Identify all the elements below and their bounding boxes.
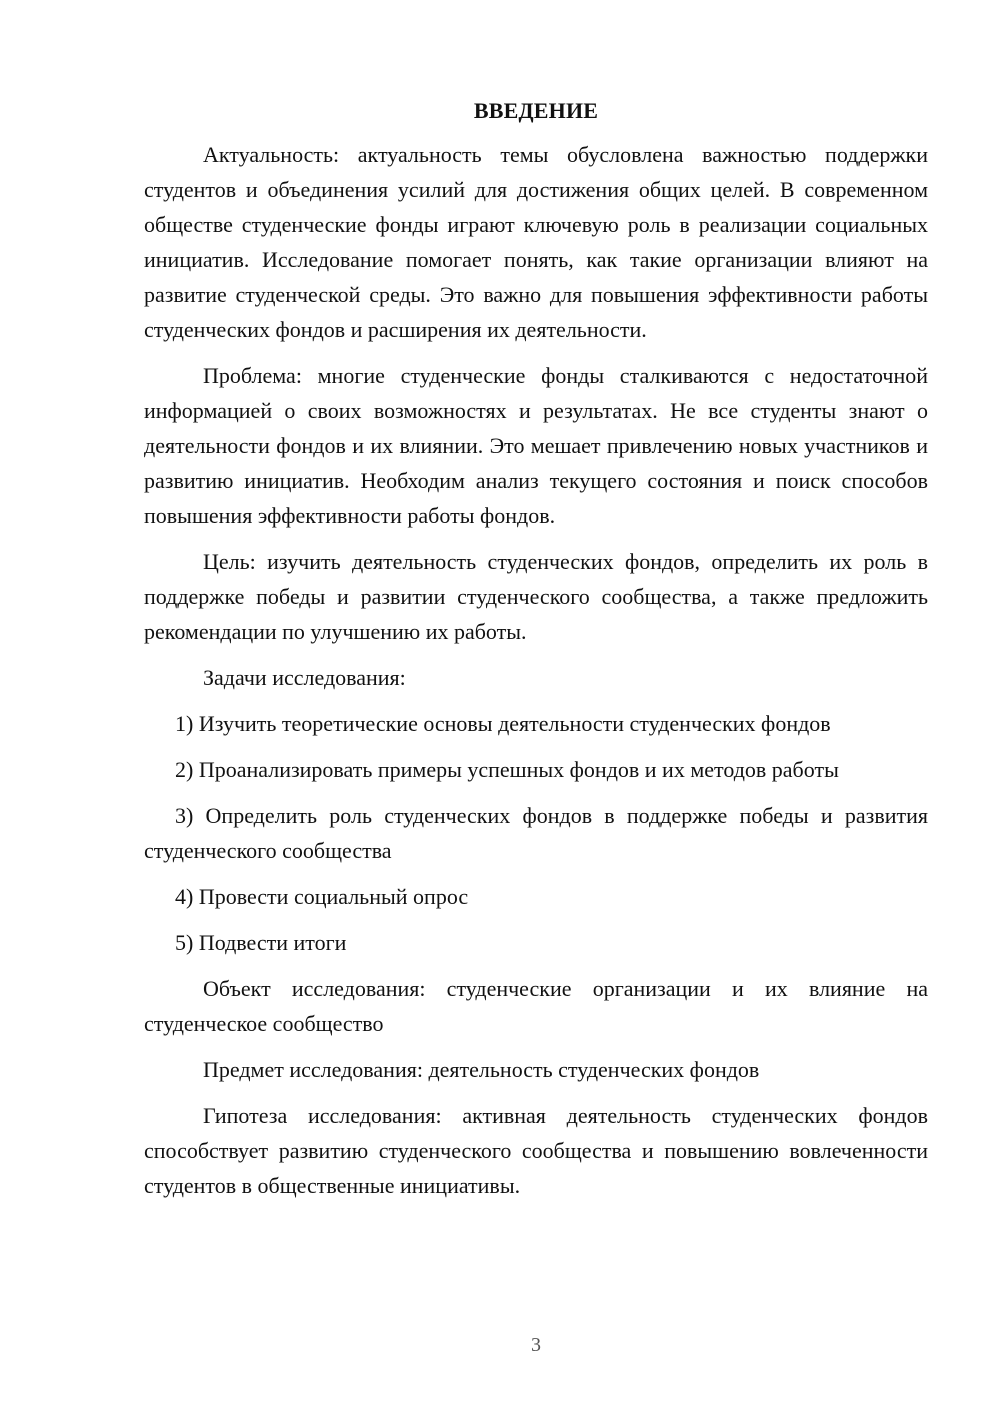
paragraph-goal: Цель: изучить деятельность студенческих фондов, определить их роль в поддержке победы и развитии студенческого сообщества, а также предложить рекомендации по улучшению их работы. [144, 549, 928, 644]
task-item-2: 2) Проанализировать примеры успешных фондов и их методов работы [175, 757, 839, 782]
paragraph-object: Объект исследования: студенческие организации и их влияние на студенческое сообщество [144, 976, 928, 1036]
section-title: ВВЕДЕНИЕ [473, 98, 599, 123]
paragraph-subject: Предмет исследования: деятельность студенческих фондов [203, 1057, 760, 1082]
paragraph-problem: Проблема: многие студенческие фонды сталкиваются с недостаточной информацией о своих возможностях и результатах. Не все студенты знают о деятельности фондов и их влиянии. Это мешает привлечению новых участников и развитию инициатив. Необходим анализ текущего состояния и поиск способов повышения эффективности работы фондов. [144, 363, 928, 528]
task-item-4: 4) Провести социальный опрос [175, 884, 469, 909]
task-item-3: 3) Определить роль студенческих фондов в поддержке победы и развития студенческого сообщества [144, 803, 928, 863]
task-item-1: 1) Изучить теоретические основы деятельности студенческих фондов [175, 711, 831, 736]
paragraph-hypothesis: Гипотеза исследования: активная деятельность студенческих фондов способствует развитию студенческого сообщества и повышению вовлеченности студентов в общественные инициативы. [144, 1103, 928, 1198]
document-page [144, 94, 928, 1214]
page-number: 3 [531, 1334, 541, 1356]
task-item-5: 5) Подвести итоги [175, 930, 347, 955]
paragraph-relevance: Актуальность: актуальность темы обусловлена важностью поддержки студентов и объединения усилий для достижения общих целей. В современном обществе студенческие фонды играют ключевую роль в реализации социальных инициатив. Исследование помогает понять, как такие организации влияют на развитие студенческой среды. Это важно для повышения эффективности работы студенческих фондов и расширения их деятельности. [144, 142, 928, 342]
paragraph-tasks-heading: Задачи исследования: [203, 665, 406, 690]
